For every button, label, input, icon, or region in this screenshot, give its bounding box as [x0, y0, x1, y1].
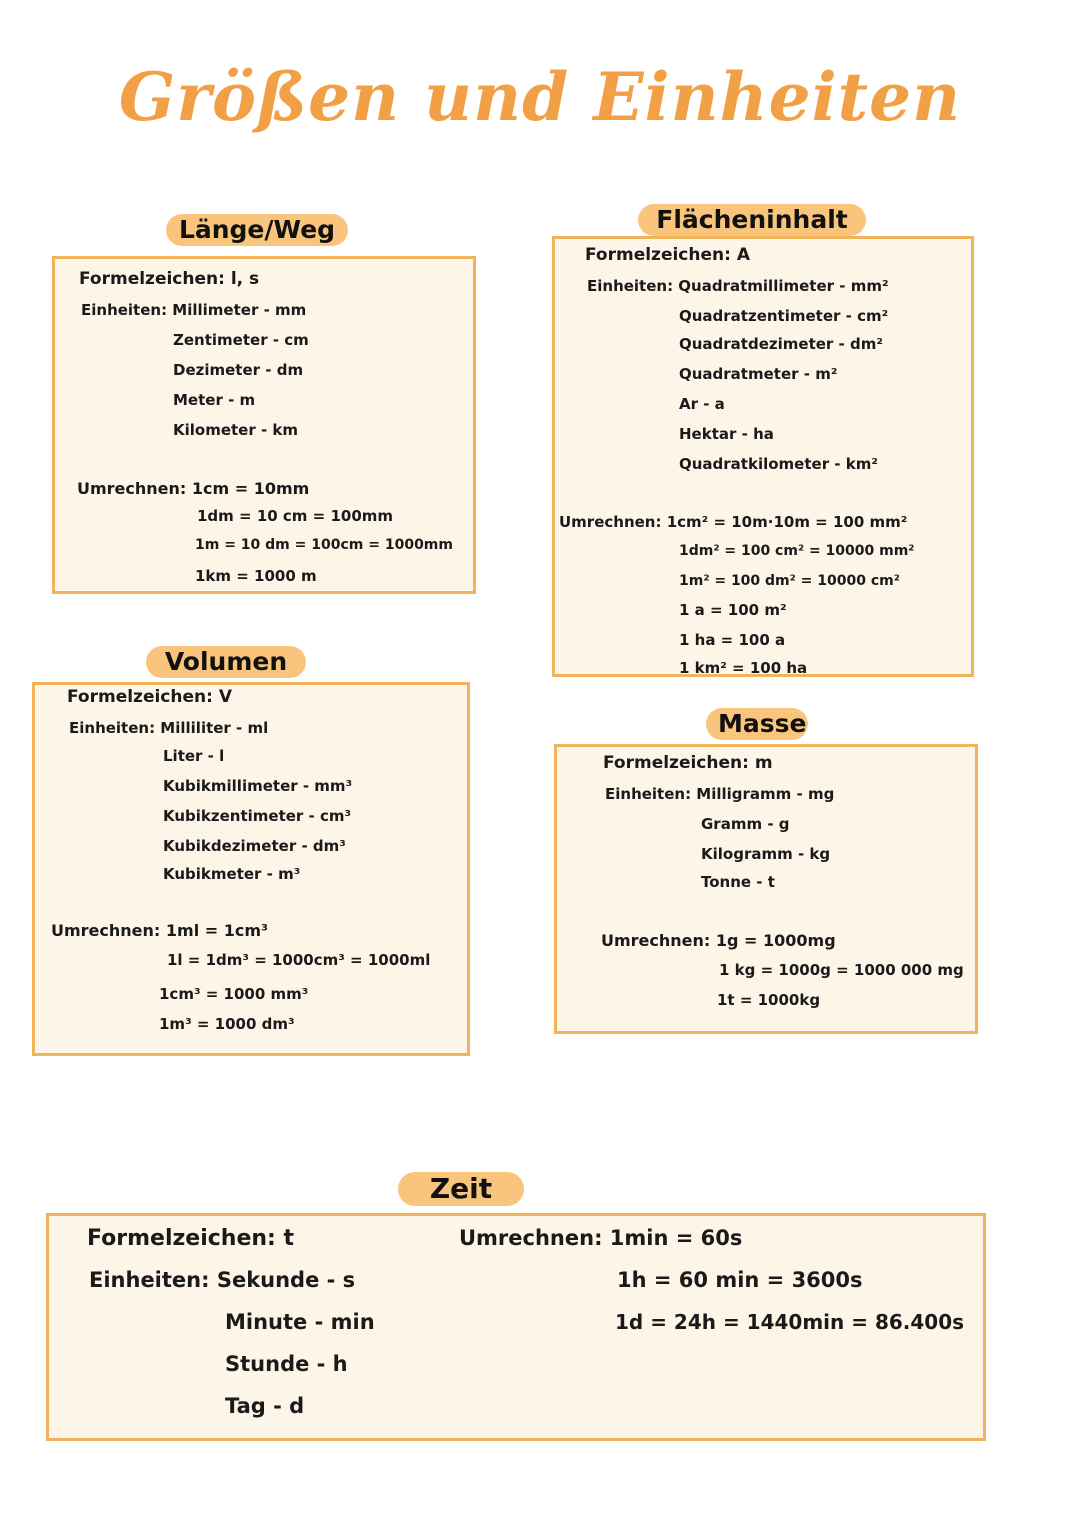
laenge-einheit: Zentimeter - cm	[173, 331, 309, 349]
flaeche-umrechnen: 1 ha = 100 a	[679, 631, 786, 649]
zeit-umrechnen: 1h = 60 min = 3600s	[617, 1268, 863, 1292]
volumen-heading: Volumen	[146, 646, 306, 678]
volumen-einheit: Kubikmeter - m³	[163, 865, 301, 883]
masse-box	[554, 744, 978, 1034]
flaeche-umrechnen: Umrechnen: 1cm² = 10m·10m = 100 mm²	[559, 513, 908, 531]
flaeche-einheit: Quadratmeter - m²	[679, 365, 838, 383]
laenge-box	[52, 256, 476, 594]
laenge-umrechnen: Umrechnen: 1cm = 10mm	[77, 479, 310, 498]
masse-einheit: Tonne - t	[701, 873, 775, 891]
flaeche-umrechnen: 1m² = 100 dm² = 10000 cm²	[679, 573, 900, 589]
flaeche-einheit: Hektar - ha	[679, 425, 774, 443]
page-title: Größen und Einheiten	[118, 58, 962, 136]
volumen-umrechnen: 1cm³ = 1000 mm³	[159, 985, 309, 1003]
flaeche-umrechnen: 1 km² = 100 ha	[679, 659, 808, 677]
zeit-einheit: Stunde - h	[225, 1352, 348, 1376]
laenge-einheit: Dezimeter - dm	[173, 361, 304, 379]
volumen-umrechnen: Umrechnen: 1ml = 1cm³	[51, 921, 269, 940]
flaeche-einheit: Quadratdezimeter - dm²	[679, 335, 883, 353]
flaeche-einheit: Quadratkilometer - km²	[679, 455, 878, 473]
flaeche-einheit: Ar - a	[679, 395, 725, 413]
zeit-einheit: Einheiten: Sekunde - s	[89, 1268, 356, 1292]
zeit-einheit: Tag - d	[225, 1394, 305, 1418]
flaeche-einheit: Quadratzentimeter - cm²	[679, 307, 889, 325]
volumen-box	[32, 682, 470, 1056]
zeit-einheit: Minute - min	[225, 1310, 375, 1334]
masse-formel: Formelzeichen: m	[603, 753, 773, 773]
laenge-umrechnen: 1m = 10 dm = 100cm = 1000mm	[195, 537, 453, 553]
masse-einheit: Einheiten: Milligramm - mg	[605, 785, 835, 803]
flaeche-umrechnen: 1dm² = 100 cm² = 10000 mm²	[679, 543, 915, 559]
masse-umrechnen: Umrechnen: 1g = 1000mg	[601, 931, 836, 950]
zeit-heading: Zeit	[398, 1172, 524, 1206]
flaeche-formel: Formelzeichen: A	[585, 245, 750, 265]
masse-umrechnen: 1 kg = 1000g = 1000 000 mg	[719, 961, 964, 979]
masse-heading: Masse	[706, 708, 808, 740]
flaeche-einheit: Einheiten: Quadratmillimeter - mm²	[587, 277, 889, 295]
volumen-einheit: Kubikmillimeter - mm³	[163, 777, 353, 795]
masse-einheit: Kilogramm - kg	[701, 845, 831, 863]
laenge-einheit: Kilometer - km	[173, 421, 299, 439]
laenge-umrechnen: 1dm = 10 cm = 100mm	[197, 507, 394, 525]
zeit-formel: Formelzeichen: t	[87, 1226, 295, 1251]
flaeche-box	[552, 236, 974, 677]
volumen-formel: Formelzeichen: V	[67, 687, 232, 707]
laenge-einheit: Einheiten: Millimeter - mm	[81, 301, 307, 319]
zeit-umrechnen: 1d = 24h = 1440min = 86.400s	[615, 1310, 965, 1334]
volumen-umrechnen: 1l = 1dm³ = 1000cm³ = 1000ml	[167, 951, 431, 969]
masse-umrechnen: 1t = 1000kg	[717, 991, 821, 1009]
volumen-umrechnen: 1m³ = 1000 dm³	[159, 1015, 295, 1033]
laenge-heading: Länge/Weg	[166, 214, 348, 246]
zeit-umrechnen: Umrechnen: 1min = 60s	[459, 1226, 743, 1250]
laenge-einheit: Meter - m	[173, 391, 256, 409]
flaeche-umrechnen: 1 a = 100 m²	[679, 601, 787, 619]
volumen-einheit: Kubikdezimeter - dm³	[163, 837, 346, 855]
volumen-einheit: Einheiten: Milliliter - ml	[69, 719, 269, 737]
flaeche-heading: Flächeninhalt	[638, 204, 866, 236]
laenge-umrechnen: 1km = 1000 m	[195, 567, 317, 585]
zeit-box	[46, 1213, 986, 1441]
laenge-formel: Formelzeichen: l, s	[79, 269, 260, 289]
volumen-einheit: Liter - l	[163, 747, 225, 765]
masse-einheit: Gramm - g	[701, 815, 790, 833]
volumen-einheit: Kubikzentimeter - cm³	[163, 807, 352, 825]
